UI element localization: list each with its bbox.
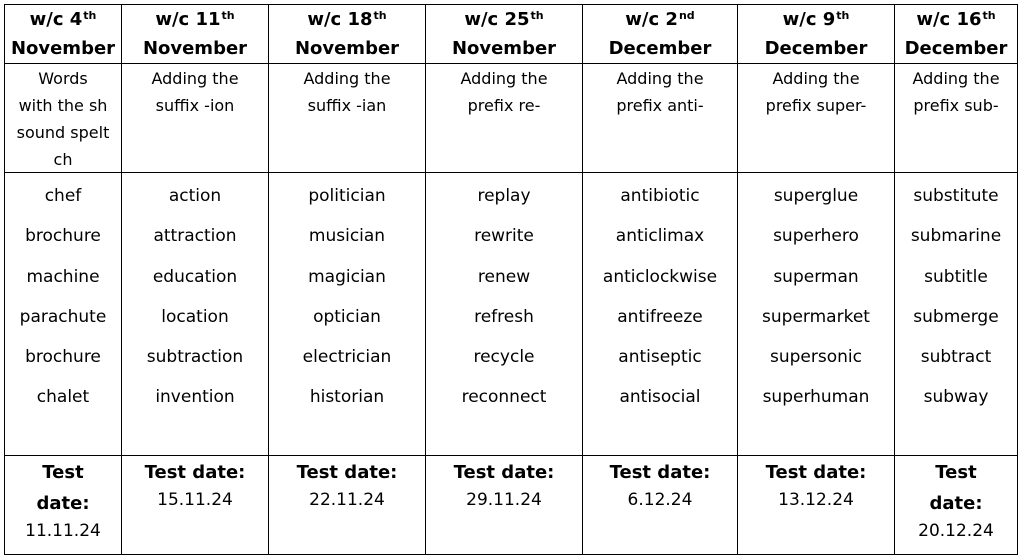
spelling-word: brochure xyxy=(25,226,101,247)
test-date-cell xyxy=(426,456,583,555)
week-label xyxy=(583,5,737,34)
spelling-focus-line: prefix sub- xyxy=(913,96,999,115)
spelling-word: machine xyxy=(26,266,100,287)
test-date-label: Test xyxy=(42,462,84,483)
spelling-word: antibiotic xyxy=(620,186,700,206)
spelling-word: replay xyxy=(477,186,531,206)
week-commencing-text: w/c 9 xyxy=(782,9,836,30)
date-ordinal-suffix: th xyxy=(221,9,235,22)
spelling-word: chalet xyxy=(36,387,90,408)
week-commencing-text: w/c 4 xyxy=(29,9,83,30)
week-header-cell xyxy=(5,5,122,64)
week-label xyxy=(122,5,268,34)
test-date-label: date: xyxy=(929,493,983,514)
test-date-cell xyxy=(122,456,269,555)
week-month: December xyxy=(608,38,712,59)
week-month: December xyxy=(764,38,868,59)
week-header-cell xyxy=(122,5,269,64)
test-date-label: Test date: xyxy=(765,462,867,483)
spelling-word: chef xyxy=(44,186,82,206)
spelling-word: antisocial xyxy=(619,387,701,408)
test-date-cell xyxy=(738,456,895,555)
date-ordinal-suffix: th xyxy=(982,9,996,22)
test-date-row xyxy=(5,456,1018,555)
spelling-word: location xyxy=(161,306,229,327)
spelling-word: subway xyxy=(923,387,989,408)
spelling-focus-cell xyxy=(5,64,122,173)
spelling-words-cell xyxy=(269,173,426,456)
spelling-word: refresh xyxy=(474,306,534,327)
test-date-cell xyxy=(269,456,426,555)
spelling-word: education xyxy=(152,266,238,287)
week-label xyxy=(426,5,582,34)
spelling-focus-line: Adding the xyxy=(460,69,548,88)
spelling-word: subtitle xyxy=(924,266,988,287)
test-date-cell xyxy=(895,456,1018,555)
spelling-word: anticlimax xyxy=(615,226,705,247)
spelling-focus-cell xyxy=(583,64,738,173)
week-header-cell xyxy=(738,5,895,64)
test-date-value: 20.12.24 xyxy=(918,521,994,541)
spelling-word: parachute xyxy=(19,306,107,327)
spelling-word-list xyxy=(738,173,894,418)
week-label xyxy=(738,5,894,34)
spelling-words-cell xyxy=(895,173,1018,456)
spelling-word: superhuman xyxy=(762,387,870,408)
spelling-word: historian xyxy=(309,387,385,408)
test-date-value: 13.12.24 xyxy=(778,490,854,510)
spelling-word: subtraction xyxy=(146,347,244,368)
spelling-focus-line: Adding the xyxy=(772,69,860,88)
week-commencing-text: w/c 2 xyxy=(625,9,678,30)
week-month: November xyxy=(10,38,116,59)
spelling-word: magician xyxy=(308,266,386,287)
spelling-focus-line: Adding the xyxy=(616,69,704,88)
week-header-row xyxy=(5,5,1018,64)
spelling-word: anticlockwise xyxy=(602,266,718,287)
spelling-focus-line: suffix -ian xyxy=(307,96,387,115)
date-ordinal-suffix: th xyxy=(83,9,97,22)
date-ordinal-suffix: nd xyxy=(678,9,695,22)
test-date-label: Test date: xyxy=(609,462,711,483)
test-date-cell xyxy=(5,456,122,555)
test-date-value: 11.11.24 xyxy=(25,521,101,541)
spelling-word: antiseptic xyxy=(618,347,702,368)
spelling-word: attraction xyxy=(153,226,237,247)
test-date-value: 15.11.24 xyxy=(157,490,233,510)
spelling-word: subtract xyxy=(920,347,992,368)
spelling-word: superhero xyxy=(773,226,859,247)
spelling-focus-line: with the sh xyxy=(18,96,108,115)
spelling-word: politician xyxy=(308,186,386,206)
week-commencing-text: w/c 11 xyxy=(155,9,221,30)
spelling-word: recycle xyxy=(473,347,535,368)
week-header-cell xyxy=(426,5,583,64)
test-date-cell xyxy=(583,456,738,555)
spelling-word: supersonic xyxy=(770,347,862,368)
spelling-words-cell xyxy=(583,173,738,456)
spelling-word: optician xyxy=(313,306,381,327)
spelling-focus-cell xyxy=(269,64,426,173)
spelling-focus-line: Adding the xyxy=(151,69,239,88)
spelling-word-list xyxy=(122,173,268,418)
week-label xyxy=(269,5,425,34)
week-label xyxy=(5,5,121,34)
week-commencing-text: w/c 16 xyxy=(916,9,982,30)
week-month: November xyxy=(451,38,557,59)
week-month: November xyxy=(142,38,248,59)
spelling-word: substitute xyxy=(913,186,999,206)
week-header-cell xyxy=(895,5,1018,64)
spelling-focus-row xyxy=(5,64,1018,173)
spelling-word: reconnect xyxy=(461,387,547,408)
spelling-word: rewrite xyxy=(474,226,534,247)
spelling-word: action xyxy=(168,186,222,206)
spelling-words-row xyxy=(5,173,1018,456)
test-date-label: Test date: xyxy=(453,462,555,483)
spelling-word: invention xyxy=(155,387,235,408)
spelling-word: musician xyxy=(308,226,386,247)
test-date-label: date: xyxy=(36,493,90,514)
week-commencing-text: w/c 18 xyxy=(307,9,373,30)
test-date-label: Test date: xyxy=(144,462,246,483)
test-date-label: Test date: xyxy=(296,462,398,483)
test-date-label: Test xyxy=(935,462,977,483)
spelling-focus-line: Adding the xyxy=(303,69,391,88)
date-ordinal-suffix: th xyxy=(373,9,387,22)
test-date-value: 22.11.24 xyxy=(309,490,385,510)
spelling-words-cell xyxy=(426,173,583,456)
spelling-focus-line: prefix anti- xyxy=(616,96,704,115)
spelling-word: superman xyxy=(773,266,859,287)
spelling-word: superglue xyxy=(773,186,859,206)
week-header-cell xyxy=(269,5,426,64)
week-month: December xyxy=(904,38,1008,59)
week-month: November xyxy=(294,38,400,59)
spelling-focus-line: prefix re- xyxy=(467,96,541,115)
spelling-focus-line: Words xyxy=(38,69,88,88)
spelling-focus-cell xyxy=(738,64,895,173)
spelling-word: brochure xyxy=(25,347,101,368)
spelling-focus-line: suffix -ion xyxy=(155,96,235,115)
spelling-focus-cell xyxy=(122,64,269,173)
spelling-focus-line: Adding the xyxy=(912,69,1000,88)
spelling-word: submarine xyxy=(910,226,1002,247)
spelling-words-cell xyxy=(5,173,122,456)
spelling-word-list xyxy=(583,173,737,418)
spelling-word-list xyxy=(269,173,425,418)
test-date-value: 6.12.24 xyxy=(627,490,693,510)
spelling-focus-cell xyxy=(895,64,1018,173)
date-ordinal-suffix: th xyxy=(836,9,850,22)
spelling-word-list xyxy=(5,173,121,418)
spelling-focus-line: sound spelt xyxy=(16,123,110,142)
spelling-word: submerge xyxy=(913,306,999,327)
test-date-value: 29.11.24 xyxy=(466,490,542,510)
spelling-words-cell xyxy=(122,173,269,456)
spelling-word-list xyxy=(426,173,582,418)
spelling-words-cell xyxy=(738,173,895,456)
date-ordinal-suffix: th xyxy=(530,9,544,22)
spelling-focus-cell xyxy=(426,64,583,173)
week-header-cell xyxy=(583,5,738,64)
week-label xyxy=(895,5,1017,34)
spelling-focus-line: prefix super- xyxy=(765,96,867,115)
spelling-word: electrician xyxy=(302,347,392,368)
spelling-focus-line: ch xyxy=(53,150,73,169)
spelling-word: supermarket xyxy=(762,306,870,327)
spelling-word: renew xyxy=(477,266,531,287)
spelling-word: antifreeze xyxy=(617,306,703,327)
spelling-word-list xyxy=(895,173,1017,418)
week-commencing-text: w/c 25 xyxy=(464,9,530,30)
spelling-schedule-table xyxy=(4,4,1018,555)
